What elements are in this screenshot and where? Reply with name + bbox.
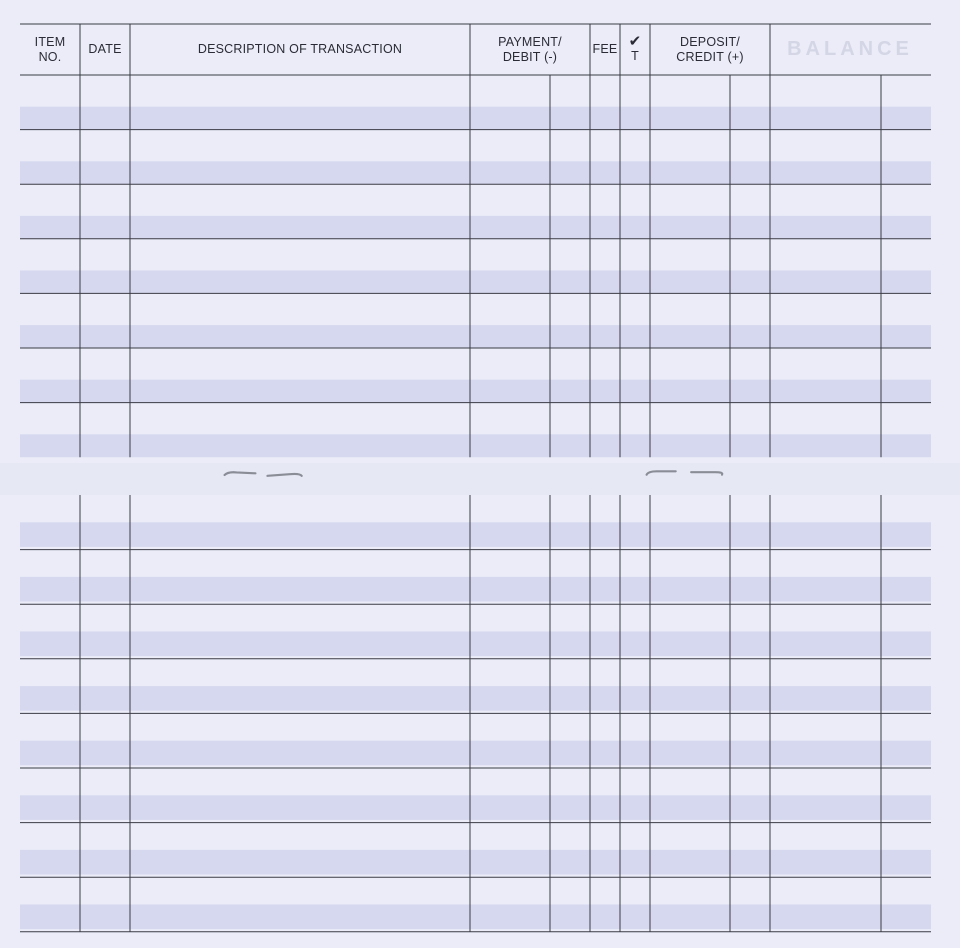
- row-stripe: [20, 577, 931, 602]
- row-stripe: [20, 522, 931, 547]
- row-stripe: [20, 270, 931, 293]
- row-stripe: [20, 434, 931, 457]
- staple-icon: [636, 467, 736, 479]
- row-stripe: [20, 905, 931, 930]
- row-stripe: [20, 686, 931, 711]
- row-stripe: [20, 380, 931, 403]
- row-stripe: [20, 741, 931, 766]
- header-payment-debit: PAYMENT/ DEBIT (-): [498, 34, 562, 64]
- checkmark-icon: ✔: [628, 33, 642, 50]
- row-stripe: [20, 325, 931, 348]
- header-check-t: ✔ T: [628, 33, 642, 63]
- row-stripe: [20, 795, 931, 820]
- row-stripe: [20, 632, 931, 657]
- row-stripe: [20, 161, 931, 184]
- row-stripe: [20, 216, 931, 239]
- row-stripe: [20, 850, 931, 875]
- header-deposit-credit: DEPOSIT/ CREDIT (+): [676, 34, 744, 64]
- header-balance: BALANCE: [787, 38, 913, 60]
- staple-icon: [214, 469, 314, 481]
- row-stripe: [20, 107, 931, 130]
- header-date: DATE: [88, 42, 122, 56]
- header-description: DESCRIPTION OF TRANSACTION: [197, 42, 403, 56]
- header-item-no: ITEM NO.: [34, 34, 66, 64]
- fold-band: [0, 463, 960, 495]
- header-fee: FEE: [592, 42, 618, 56]
